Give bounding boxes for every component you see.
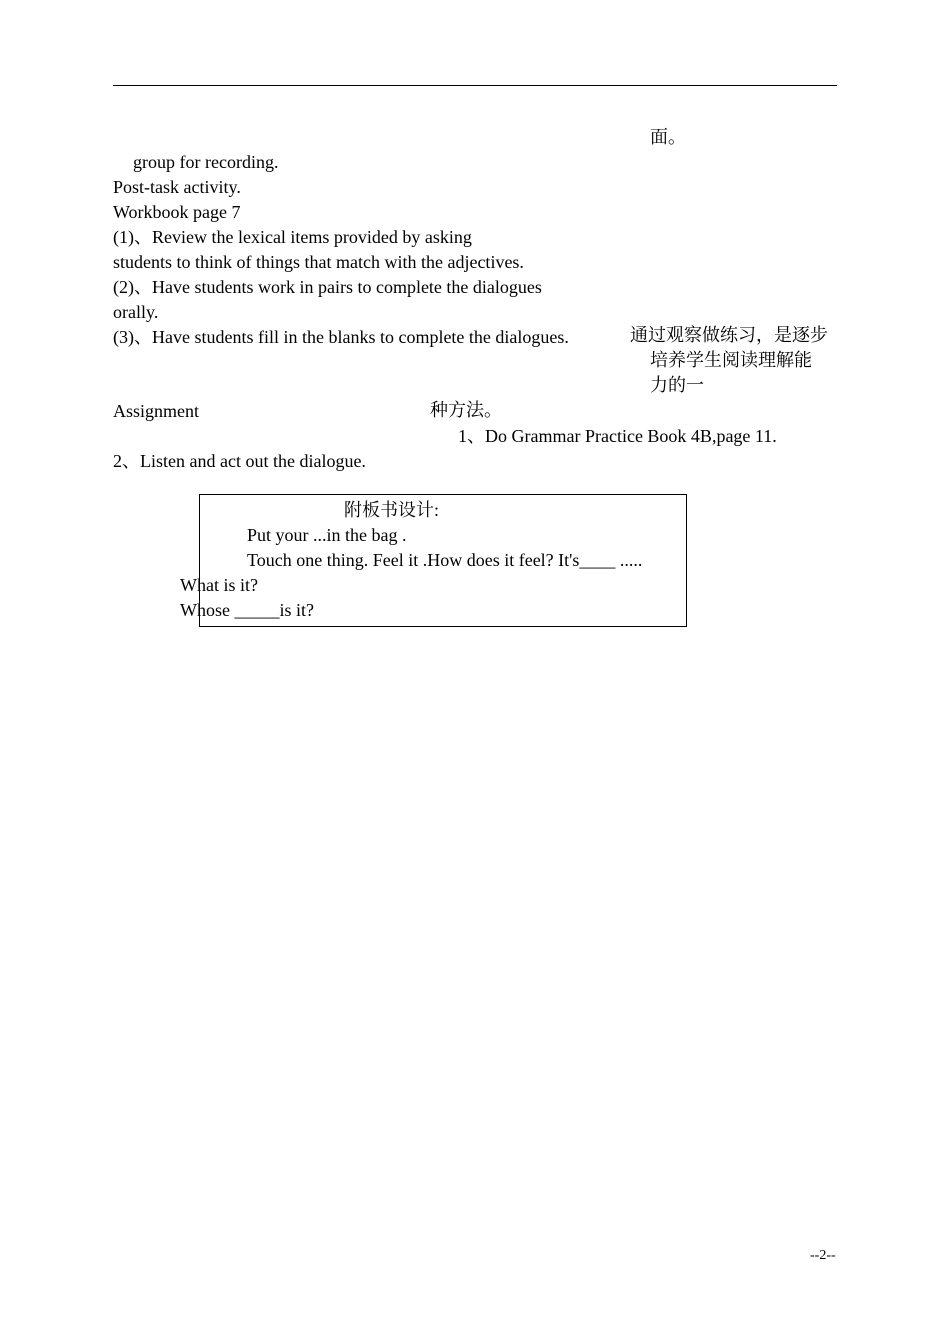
board-line-1: Put your ...in the bag . xyxy=(247,525,407,545)
step-2-line-1: (2)、Have students work in pairs to complete the dialogues xyxy=(113,277,542,297)
page-number: --2-- xyxy=(810,1248,836,1263)
header-rule xyxy=(113,85,837,86)
side-note-line-1: 通过观察做练习，是逐步 xyxy=(630,325,828,345)
step-2-line-2: orally. xyxy=(113,302,159,322)
board-title: 附板书设计: xyxy=(344,500,440,520)
workbook-reference: Workbook page 7 xyxy=(113,202,241,222)
side-note-line-4: 种方法。 xyxy=(430,400,502,420)
side-note-line-3: 力的一 xyxy=(650,375,704,395)
assignment-item-1: 1、Do Grammar Practice Book 4B,page 11. xyxy=(458,426,777,446)
step-1-line-1: (1)、Review the lexical items provided by asking xyxy=(113,227,472,247)
text-group-recording: group for recording. xyxy=(133,152,279,172)
assignment-heading: Assignment xyxy=(113,401,200,421)
assignment-item-2: 2、Listen and act out the dialogue. xyxy=(113,451,366,471)
board-line-3: What is it? xyxy=(180,575,258,595)
post-task-heading: Post-task activity. xyxy=(113,177,241,197)
side-note-top: 面。 xyxy=(650,127,686,147)
step-3: (3)、Have students fill in the blanks to complete the dialogues. xyxy=(113,327,569,347)
board-line-2: Touch one thing. Feel it .How does it feel? It's____ ..... xyxy=(247,550,643,570)
step-1-line-2: students to think of things that match with the adjectives. xyxy=(113,252,524,272)
side-note-line-2: 培养学生阅读理解能 xyxy=(650,350,812,370)
board-line-4: Whose _____is it? xyxy=(180,600,314,620)
